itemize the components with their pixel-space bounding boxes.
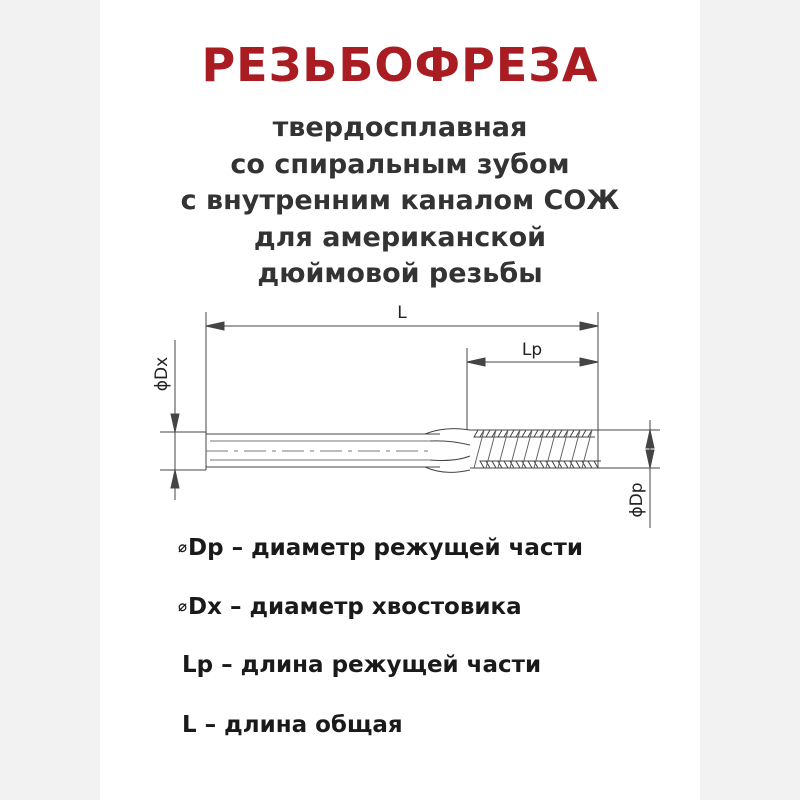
legend-term: Dp	[188, 535, 224, 561]
subtitle-line: для американской	[253, 221, 547, 253]
subtitle-line: с внутренним каналом СОЖ	[180, 185, 620, 216]
flute-entry	[425, 429, 470, 473]
legend-item-dx	[178, 594, 522, 620]
legend-dash: –	[231, 535, 244, 561]
arrow-dp-top	[646, 430, 654, 448]
thread-tooth	[588, 430, 601, 468]
diameter-symbol: ⌀	[178, 538, 188, 556]
legend-term: L	[182, 712, 197, 738]
page-title: РЕЗЬБОФРЕЗА	[201, 38, 599, 92]
legend-text: диаметр хвостовика	[249, 594, 522, 620]
legend-term: Dx	[188, 594, 222, 620]
arrow-dx-top	[171, 414, 179, 432]
legend-item-dp	[178, 535, 583, 561]
arrow-l-right	[580, 322, 598, 330]
helix-line	[558, 430, 568, 468]
helix-line	[546, 430, 556, 468]
subtitle-line: дюймовой резьбы	[257, 258, 543, 289]
legend-item-lp	[182, 652, 541, 678]
label-dp: ϕDp	[627, 482, 647, 518]
helix-line	[486, 430, 496, 468]
helix-line	[570, 430, 580, 468]
legend-text: длина режущей части	[240, 652, 542, 678]
label-dx: ϕDx	[152, 356, 172, 392]
subtitle-line: твердосплавная	[272, 112, 528, 143]
helix-line	[534, 430, 544, 468]
arrow-dx-bottom	[171, 470, 179, 488]
subtitle-line: со спиральным зубом	[230, 148, 570, 180]
legend-dash: –	[221, 652, 233, 678]
diameter-symbol: ⌀	[178, 597, 188, 615]
legend-dash: –	[229, 594, 242, 620]
legend-item-l	[182, 712, 403, 738]
helix-line	[510, 430, 520, 468]
helix-line	[474, 430, 484, 468]
legend-text: длина общая	[224, 712, 403, 738]
label-l: L	[397, 303, 407, 323]
legend-text: диаметр режущей части	[251, 535, 583, 561]
arrow-lp-right	[580, 358, 598, 366]
arrow-dp-bottom	[646, 450, 654, 468]
legend-dash: –	[204, 712, 217, 738]
arrow-l-left	[206, 322, 224, 330]
helix-line	[498, 430, 508, 468]
arrow-lp-left	[467, 358, 485, 366]
helix-line	[522, 430, 532, 468]
thread-teeth	[474, 430, 601, 468]
legend-term: Lp	[182, 652, 214, 678]
helix-line	[582, 430, 592, 468]
label-lp: Lp	[521, 340, 543, 360]
